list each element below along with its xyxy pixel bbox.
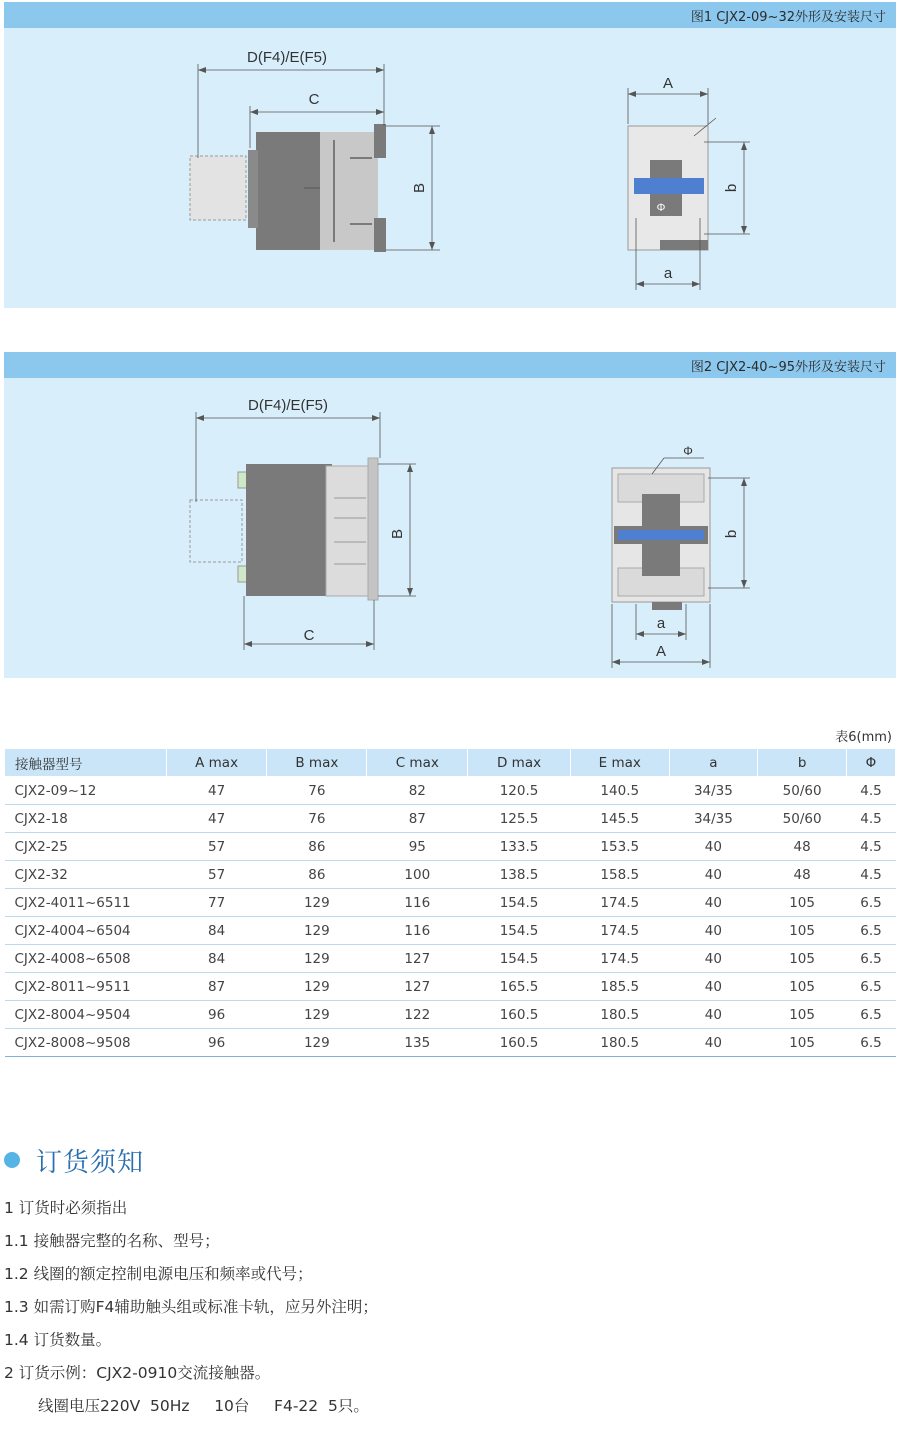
value-cell: 129 bbox=[267, 1029, 367, 1057]
value-cell: 84 bbox=[167, 945, 267, 973]
model-cell: CJX2-09~12 bbox=[5, 777, 167, 805]
value-cell: 47 bbox=[167, 805, 267, 833]
value-cell: 145.5 bbox=[570, 805, 669, 833]
table-row bbox=[5, 945, 896, 973]
ordering-notes bbox=[4, 1196, 378, 1427]
value-cell: 160.5 bbox=[468, 1029, 571, 1057]
table-row bbox=[5, 777, 896, 805]
col-model: 接触器型号 bbox=[5, 749, 167, 777]
value-cell: 40 bbox=[669, 973, 758, 1001]
figure-2-header bbox=[4, 352, 896, 378]
value-cell: 40 bbox=[669, 917, 758, 945]
col-c-max: C max bbox=[367, 749, 468, 777]
value-cell: 129 bbox=[267, 889, 367, 917]
value-cell: 129 bbox=[267, 973, 367, 1001]
dimension-table bbox=[4, 748, 896, 1057]
value-cell: 57 bbox=[167, 861, 267, 889]
value-cell: 40 bbox=[669, 861, 758, 889]
col-d-max: D max bbox=[468, 749, 571, 777]
value-cell: 185.5 bbox=[570, 973, 669, 1001]
table-body bbox=[5, 777, 896, 1057]
value-cell: 50/60 bbox=[758, 777, 847, 805]
value-cell: 165.5 bbox=[468, 973, 571, 1001]
value-cell: 105 bbox=[758, 917, 847, 945]
aux-contact-outline-2 bbox=[190, 500, 242, 562]
value-cell: 82 bbox=[367, 777, 468, 805]
value-cell: 125.5 bbox=[468, 805, 571, 833]
din-rail-marker-2 bbox=[618, 530, 704, 540]
ordering-line: 2 订货示例：CJX2-0910交流接触器。 bbox=[4, 1364, 271, 1382]
col-phi: Φ bbox=[846, 749, 895, 777]
value-cell: 87 bbox=[367, 805, 468, 833]
value-cell: 174.5 bbox=[570, 945, 669, 973]
ordering-line: 线圈电压220V 50Hz 10台 F4-22 5只。 bbox=[38, 1397, 369, 1415]
value-cell: 40 bbox=[669, 833, 758, 861]
value-cell: 95 bbox=[367, 833, 468, 861]
dim-a-width-label: A bbox=[662, 75, 674, 92]
value-cell: 34/35 bbox=[669, 777, 758, 805]
figure-2-drawing bbox=[4, 378, 896, 678]
col-e-max: E max bbox=[570, 749, 669, 777]
table-row bbox=[5, 833, 896, 861]
value-cell: 154.5 bbox=[468, 917, 571, 945]
value-cell: 4.5 bbox=[846, 777, 895, 805]
value-cell: 6.5 bbox=[846, 1001, 895, 1029]
value-cell: 4.5 bbox=[846, 833, 895, 861]
value-cell: 96 bbox=[167, 1029, 267, 1057]
value-cell: 76 bbox=[267, 777, 367, 805]
model-cell: CJX2-8004~9504 bbox=[5, 1001, 167, 1029]
value-cell: 129 bbox=[267, 917, 367, 945]
figure-1-panel bbox=[4, 2, 896, 308]
model-cell: CJX2-4004~6504 bbox=[5, 917, 167, 945]
value-cell: 120.5 bbox=[468, 777, 571, 805]
figure-1-drawing bbox=[4, 28, 896, 308]
value-cell: 105 bbox=[758, 1001, 847, 1029]
dim-d-label-2: D(F4)/E(F5) bbox=[248, 397, 328, 414]
table-row bbox=[5, 1029, 896, 1057]
value-cell: 174.5 bbox=[570, 889, 669, 917]
dim-b-small-label-2: b bbox=[723, 529, 740, 539]
dim-a-width-label-2: A bbox=[655, 643, 667, 660]
dim-d-label: D(F4)/E(F5) bbox=[247, 49, 327, 66]
value-cell: 50/60 bbox=[758, 805, 847, 833]
ordering-line: 1 订货时必须指出 bbox=[4, 1199, 128, 1217]
value-cell: 48 bbox=[758, 861, 847, 889]
value-cell: 127 bbox=[367, 945, 468, 973]
model-cell: CJX2-8011~9511 bbox=[5, 973, 167, 1001]
ordering-line: 1.4 订货数量。 bbox=[4, 1331, 112, 1349]
value-cell: 6.5 bbox=[846, 917, 895, 945]
table-row bbox=[5, 861, 896, 889]
model-cell: CJX2-25 bbox=[5, 833, 167, 861]
table-row bbox=[5, 889, 896, 917]
value-cell: 138.5 bbox=[468, 861, 571, 889]
col-b-max: B max bbox=[267, 749, 367, 777]
dim-a-small-label-2: a bbox=[656, 615, 666, 632]
value-cell: 6.5 bbox=[846, 889, 895, 917]
value-cell: 87 bbox=[167, 973, 267, 1001]
value-cell: 77 bbox=[167, 889, 267, 917]
table-row bbox=[5, 917, 896, 945]
value-cell: 40 bbox=[669, 1029, 758, 1057]
dim-b-label-2: B bbox=[389, 528, 406, 540]
value-cell: 174.5 bbox=[570, 917, 669, 945]
table-unit-note: 表6(mm) bbox=[835, 730, 892, 745]
phi-label: Φ bbox=[656, 202, 666, 214]
aux-contact-outline bbox=[190, 156, 246, 220]
model-cell: CJX2-8008~9508 bbox=[5, 1029, 167, 1057]
model-cell: CJX2-18 bbox=[5, 805, 167, 833]
value-cell: 158.5 bbox=[570, 861, 669, 889]
figure-1-title: 图1 CJX2-09~32外形及安装尺寸 bbox=[690, 10, 886, 25]
value-cell: 6.5 bbox=[846, 945, 895, 973]
figure-2-panel bbox=[4, 352, 896, 678]
dim-c-label-2: C bbox=[303, 627, 315, 644]
value-cell: 6.5 bbox=[846, 1029, 895, 1057]
value-cell: 129 bbox=[267, 1001, 367, 1029]
value-cell: 105 bbox=[758, 945, 847, 973]
value-cell: 153.5 bbox=[570, 833, 669, 861]
value-cell: 86 bbox=[267, 861, 367, 889]
value-cell: 105 bbox=[758, 973, 847, 1001]
value-cell: 154.5 bbox=[468, 889, 571, 917]
value-cell: 96 bbox=[167, 1001, 267, 1029]
ordering-line: 1.1 接触器完整的名称、型号； bbox=[4, 1232, 220, 1250]
value-cell: 133.5 bbox=[468, 833, 571, 861]
ordering-section-title bbox=[4, 1142, 144, 1178]
value-cell: 116 bbox=[367, 889, 468, 917]
value-cell: 40 bbox=[669, 945, 758, 973]
table-row bbox=[5, 1001, 896, 1029]
col-a: a bbox=[669, 749, 758, 777]
dim-a-small-label: a bbox=[663, 265, 673, 282]
value-cell: 116 bbox=[367, 917, 468, 945]
contactor-body-side-2 bbox=[246, 464, 332, 596]
ordering-line: 1.3 如需订购F4辅助触头组或标准卡轨，应另外注明； bbox=[4, 1298, 378, 1316]
value-cell: 180.5 bbox=[570, 1001, 669, 1029]
model-cell: CJX2-4008~6508 bbox=[5, 945, 167, 973]
value-cell: 4.5 bbox=[846, 861, 895, 889]
value-cell: 140.5 bbox=[570, 777, 669, 805]
value-cell: 84 bbox=[167, 917, 267, 945]
dim-c-label: C bbox=[308, 91, 320, 108]
value-cell: 154.5 bbox=[468, 945, 571, 973]
model-cell: CJX2-4011~6511 bbox=[5, 889, 167, 917]
value-cell: 4.5 bbox=[846, 805, 895, 833]
figure-1-header bbox=[4, 2, 896, 28]
value-cell: 135 bbox=[367, 1029, 468, 1057]
value-cell: 127 bbox=[367, 973, 468, 1001]
phi-label-2: Φ bbox=[683, 444, 693, 458]
value-cell: 6.5 bbox=[846, 973, 895, 1001]
col-b: b bbox=[758, 749, 847, 777]
value-cell: 48 bbox=[758, 833, 847, 861]
dim-b-small-label: b bbox=[723, 183, 740, 193]
table-header-row bbox=[5, 749, 896, 777]
value-cell: 57 bbox=[167, 833, 267, 861]
value-cell: 100 bbox=[367, 861, 468, 889]
value-cell: 180.5 bbox=[570, 1029, 669, 1057]
value-cell: 40 bbox=[669, 1001, 758, 1029]
value-cell: 86 bbox=[267, 833, 367, 861]
value-cell: 40 bbox=[669, 889, 758, 917]
figure-2-title: 图2 CJX2-40~95外形及安装尺寸 bbox=[690, 360, 886, 375]
value-cell: 34/35 bbox=[669, 805, 758, 833]
value-cell: 47 bbox=[167, 777, 267, 805]
ordering-line: 1.2 线圈的额定控制电源电压和频率或代号； bbox=[4, 1265, 313, 1283]
value-cell: 76 bbox=[267, 805, 367, 833]
din-rail-marker bbox=[634, 178, 704, 194]
value-cell: 105 bbox=[758, 889, 847, 917]
table-row bbox=[5, 973, 896, 1001]
value-cell: 160.5 bbox=[468, 1001, 571, 1029]
col-a-max: A max bbox=[167, 749, 267, 777]
dim-b-label: B bbox=[411, 182, 428, 194]
value-cell: 129 bbox=[267, 945, 367, 973]
value-cell: 105 bbox=[758, 1029, 847, 1057]
model-cell: CJX2-32 bbox=[5, 861, 167, 889]
bullet-dot-icon bbox=[4, 1152, 20, 1168]
table-row bbox=[5, 805, 896, 833]
ordering-title: 订货须知 bbox=[36, 1147, 145, 1178]
value-cell: 122 bbox=[367, 1001, 468, 1029]
